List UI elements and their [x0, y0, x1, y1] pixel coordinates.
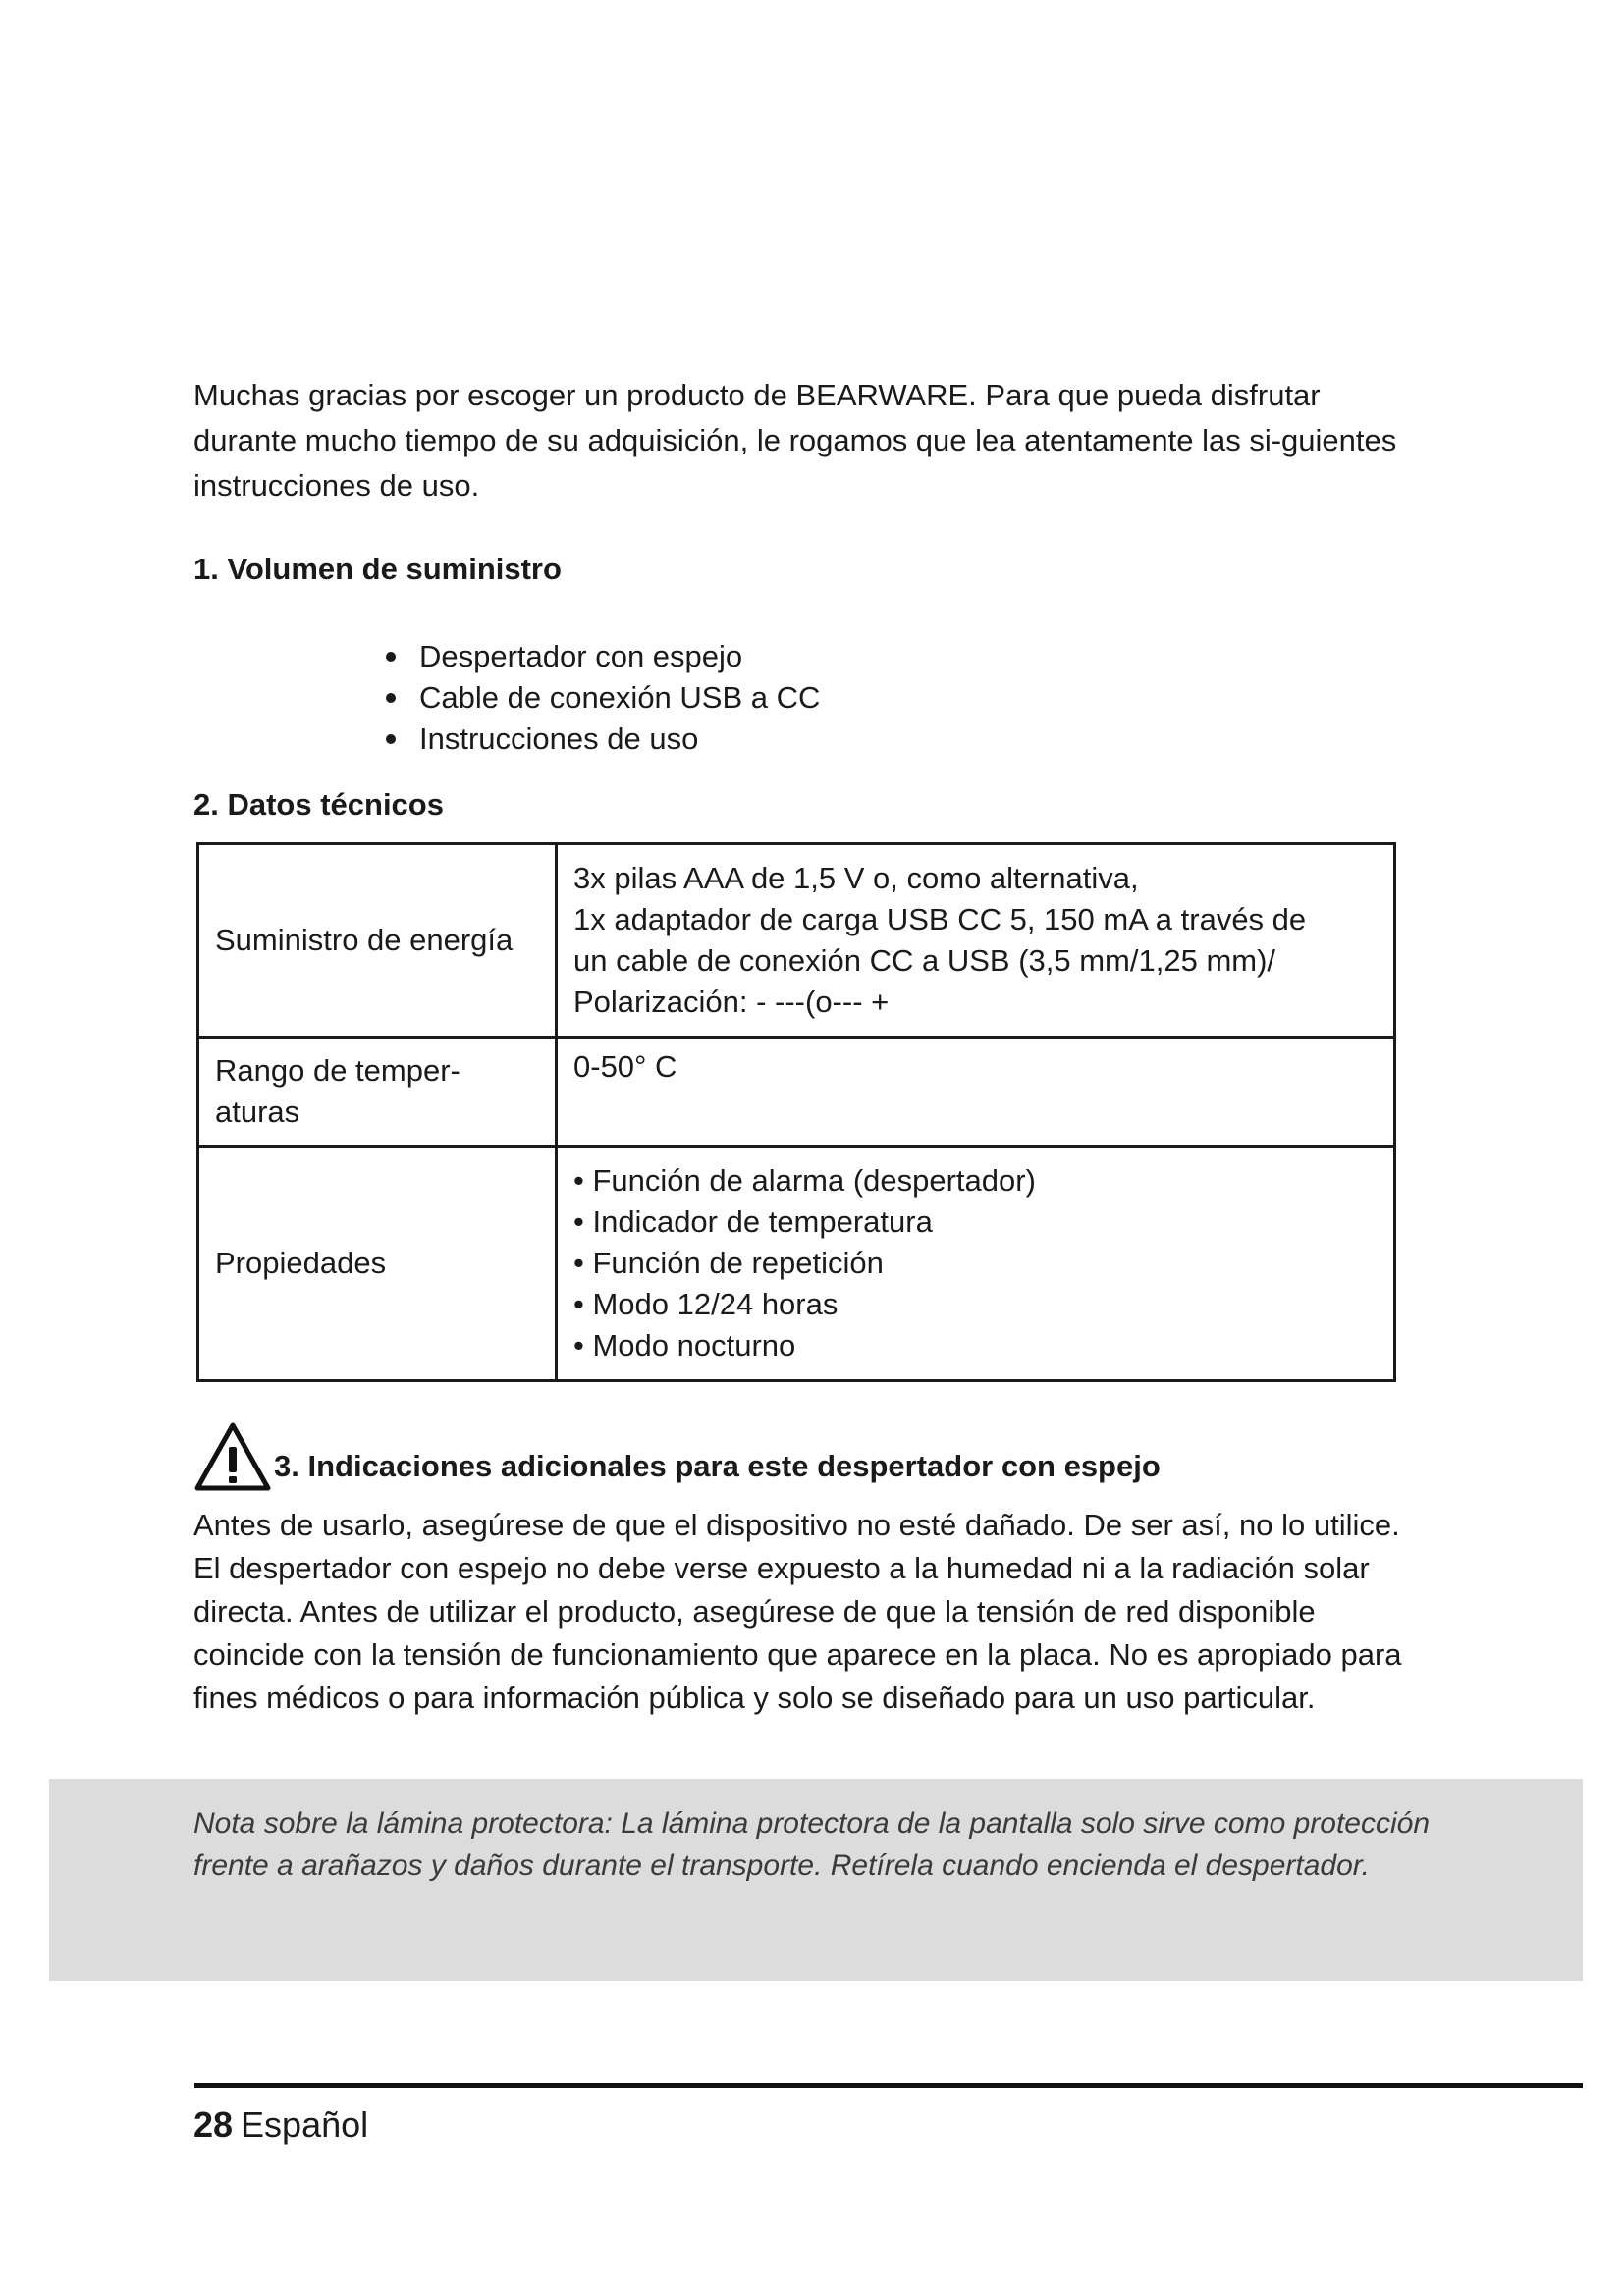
value-line: • Modo nocturno: [573, 1328, 796, 1362]
table-label-cell: Propiedades: [198, 1147, 557, 1381]
section-1-title: 1. Volumen de suministro: [193, 552, 562, 586]
value-line: • Modo 12/24 horas: [573, 1287, 839, 1321]
footer-divider: [194, 2083, 1583, 2088]
table-label-cell: Suministro de energía: [198, 844, 557, 1038]
value-line: un cable de conexión CC a USB (3,5 mm/1,25 mm)/: [573, 943, 1276, 978]
value-line: 3x pilas AAA de 1,5 V o, como alternativa,: [573, 861, 1139, 895]
table-label-cell: Rango de temper-aturas: [198, 1038, 557, 1147]
note-text: Nota sobre la lámina protectora: La lámina protectora de la pantalla solo sirve como protección frente a arañazos y daños durante el transporte. Retírela cuando encienda el despertador.: [193, 1807, 1431, 1882]
list-item: Despertador con espejo: [378, 636, 820, 677]
table-value-cell: [557, 844, 1395, 1038]
page-footer: [193, 2105, 368, 2146]
value-line: • Función de repetición: [573, 1246, 884, 1280]
warning-triangle-icon: [193, 1421, 272, 1492]
supply-list: [378, 636, 820, 760]
value-line: Polarización: - ---(o--- +: [573, 985, 890, 1019]
value-line: • Indicador de temperatura: [573, 1204, 933, 1239]
table-value-cell: [557, 1147, 1395, 1381]
list-item: Instrucciones de uso: [378, 719, 820, 760]
section-2-title: 2. Datos técnicos: [193, 787, 444, 822]
table-value-cell: [557, 1038, 1395, 1147]
section-3-title: 3. Indicaciones adicionales para este despertador con espejo: [274, 1449, 1161, 1483]
table-row: [198, 1147, 1395, 1381]
page-number: 28: [193, 2105, 234, 2145]
protective-film-note: [49, 1779, 1583, 1981]
value-line: • Función de alarma (despertador): [573, 1163, 1036, 1198]
footer-language: Español: [241, 2105, 369, 2145]
table-row: [198, 1038, 1395, 1147]
intro-paragraph: Muchas gracias por escoger un producto de BEARWARE. Para que pueda disfrutar durante mucho tiempo de su adquisición, le rogamos que lea atentamente las si-guientes instrucciones de uso.: [193, 378, 1397, 503]
technical-data-table: [196, 842, 1396, 1382]
value-line: 1x adaptador de carga USB CC 5, 150 mA a través de: [573, 902, 1307, 936]
section-3-paragraph: Antes de usarlo, asegúrese de que el dispositivo no esté dañado. De ser así, no lo utilice. El despertador con espejo no debe verse expuesto a la humedad ni a la radiación solar directa. Antes de utilizar el producto, asegúrese de que la tensión de red disponible coincide con la tensión de funcionamiento que aparece en la placa. No es apropiado para fines médicos o para información pública y solo se diseñado para un uso particular.: [193, 1508, 1402, 1715]
value-line: 0-50° C: [573, 1049, 677, 1084]
section-3-header: [193, 1421, 1161, 1492]
table-row: [198, 844, 1395, 1038]
list-item: Cable de conexión USB a CC: [378, 677, 820, 719]
